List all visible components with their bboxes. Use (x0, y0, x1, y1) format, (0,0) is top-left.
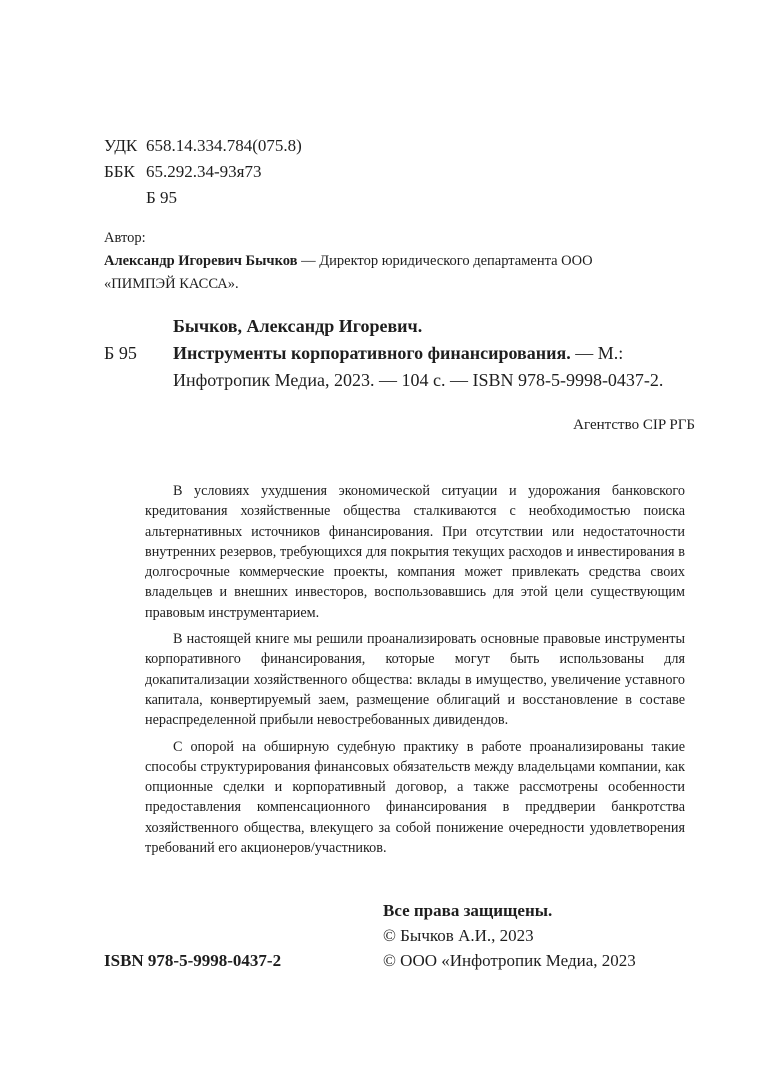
biblio-author: Бычков, Александр Игоревич. (173, 316, 423, 336)
biblio-title: Инструменты корпоративного финансирования. (173, 343, 571, 363)
author-description: — Директор юридического департамента ООО «ПИМПЭЙ КАССА». (104, 253, 593, 292)
bbk-line (104, 160, 261, 184)
author-description-line (104, 250, 664, 296)
bibliographic-record (173, 313, 695, 394)
agency-credit: Агентство CIP РГБ (573, 417, 695, 433)
author-heading: Автор: (104, 230, 146, 246)
biblio-author-sign: Б 95 (104, 343, 137, 363)
bbk-value: 65.292.34-93я73 (146, 162, 262, 181)
bbk-label: ББК (104, 162, 135, 181)
udk-label: УДК (104, 136, 138, 155)
udk-line (104, 134, 302, 158)
abstract-paragraph: В условиях ухудшения экономической ситуации и удорожания банковского кредитования хозяйственные общества сталкиваются с необходимостью поиска альтернативных источников финансирования. При отсутствии или недостаточности внутренних резервов, требующихся для покрытия текущих расходов и инвестирования в долгосрочные коммерческие проекты, компания может привлекать средства своих владельцев и внешних инвесторов, воспользовавшись для этой цели существующим правовым инструментарием. (145, 483, 685, 621)
isbn: ISBN 978-5-9998-0437-2 (104, 951, 282, 970)
author-info (104, 227, 664, 296)
author-name: Александр Игоревич Бычков (104, 253, 298, 269)
biblio-details: — М.: Инфотропик Медиа, 2023. — 104 с. — ISBN 978-5-9998-0437-2. (173, 343, 664, 390)
publisher-copyright: © ООО «Инфотропик Медиа, 2023 (383, 951, 636, 970)
rights-block (383, 898, 636, 973)
abstract (145, 481, 685, 864)
udk-value: 658.14.334.784(075.8) (146, 136, 302, 155)
biblio-title-line (173, 340, 695, 394)
author-sign-line (104, 186, 177, 210)
abstract-paragraph: В настоящей книге мы решили проанализировать основные правовые инструменты корпоративного финансирования, которые могут быть использованы для докапитализации хозяйственного общества: вклады в имущество, увеличение уставного капитала, конвертируемый заем, размещение облигаций и восстановление в составе нераспределенной прибыли невостребованных дивидендов. (145, 631, 685, 729)
author-copyright: © Бычков А.И., 2023 (383, 926, 534, 945)
abstract-paragraph: С опорой на обширную судебную практику в работе проанализированы такие способы структурирования финансовых обязательств между владельцами компании, как опционные сделки и корпоративный договор, а также рассмотрены особенности предоставления компенсационного финансирования в преддверии банкротства хозяйственного общества, влекущего за собой понижение очередности удовлетворения требований его акционеров/участников. (145, 738, 685, 857)
author-sign: Б 95 (146, 188, 178, 207)
rights-header: Все права защищены. (383, 901, 553, 920)
